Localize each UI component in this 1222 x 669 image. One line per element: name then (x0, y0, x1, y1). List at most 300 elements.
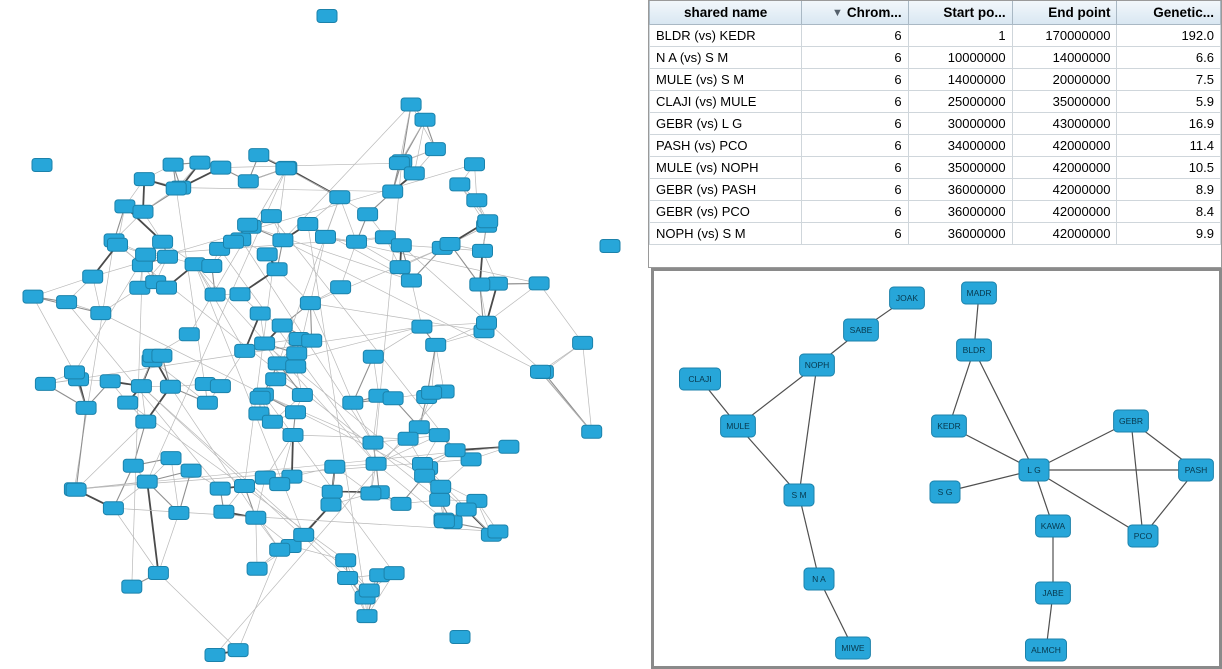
network-node[interactable] (152, 349, 172, 362)
network-node[interactable] (477, 316, 497, 329)
network-node[interactable] (230, 288, 250, 301)
node-shape[interactable] (35, 377, 55, 390)
cell-shared-name[interactable]: MULE (vs) NOPH (650, 157, 802, 179)
column-header-start-point[interactable] (908, 1, 1012, 25)
network-node[interactable] (255, 337, 275, 350)
column-header-end-point[interactable] (1012, 1, 1117, 25)
node-shape[interactable] (343, 396, 363, 409)
node-shape[interactable] (363, 350, 383, 363)
node-shape[interactable] (338, 572, 358, 585)
node-shape[interactable] (429, 429, 449, 442)
network-node[interactable] (409, 421, 429, 434)
network-node[interactable] (836, 637, 871, 659)
node-shape[interactable] (412, 320, 432, 333)
network-node[interactable] (499, 440, 519, 453)
network-node[interactable] (582, 425, 602, 438)
node-shape[interactable] (238, 175, 258, 188)
network-node[interactable] (157, 281, 177, 294)
cell-chromosome[interactable]: 6 (802, 223, 908, 245)
network-node[interactable] (331, 281, 351, 294)
network-node[interactable] (573, 336, 593, 349)
network-node[interactable] (179, 328, 199, 341)
network-node[interactable] (214, 505, 234, 518)
node-shape[interactable] (573, 336, 593, 349)
network-node[interactable] (276, 162, 296, 175)
network-edge[interactable] (583, 343, 592, 432)
network-edge[interactable] (310, 248, 442, 303)
network-node[interactable] (383, 392, 403, 405)
network-edge[interactable] (414, 120, 425, 174)
network-node[interactable] (83, 270, 103, 283)
network-node[interactable] (401, 98, 421, 111)
network-node[interactable] (1026, 639, 1067, 661)
node-shape[interactable] (228, 644, 248, 657)
network-node[interactable] (273, 234, 293, 247)
node-shape[interactable] (153, 235, 173, 248)
network-node[interactable] (338, 572, 358, 585)
cell-end-point[interactable]: 35000000 (1012, 91, 1117, 113)
node-shape[interactable] (383, 392, 403, 405)
network-node[interactable] (270, 543, 290, 556)
node-shape[interactable] (430, 493, 450, 506)
network-node[interactable] (166, 182, 186, 195)
network-node[interactable] (205, 649, 225, 662)
network-node[interactable] (487, 277, 507, 290)
node-shape[interactable] (190, 156, 210, 169)
cell-chromosome[interactable]: 6 (802, 157, 908, 179)
network-node[interactable] (317, 10, 337, 23)
edge-table[interactable] (649, 1, 1221, 245)
network-node[interactable] (434, 515, 454, 528)
node-shape[interactable] (473, 244, 493, 257)
node-shape[interactable] (157, 281, 177, 294)
cell-start-point[interactable]: 10000000 (908, 47, 1012, 69)
node-shape[interactable] (214, 505, 234, 518)
node-shape[interactable] (205, 649, 225, 662)
network-node[interactable] (261, 210, 281, 223)
node-shape[interactable] (272, 319, 292, 332)
cell-genetic[interactable]: 9.9 (1117, 223, 1221, 245)
network-edge[interactable] (1131, 421, 1143, 536)
network-node[interactable] (336, 554, 356, 567)
node-shape[interactable] (283, 429, 303, 442)
node-shape[interactable] (359, 584, 379, 597)
cell-genetic[interactable]: 11.4 (1117, 135, 1221, 157)
node-shape[interactable] (300, 297, 320, 310)
node-shape[interactable] (247, 562, 267, 575)
node-shape[interactable] (361, 487, 381, 500)
node-shape[interactable] (487, 277, 507, 290)
table-row[interactable] (650, 179, 1221, 201)
node-shape[interactable] (331, 281, 351, 294)
network-edge[interactable] (310, 303, 484, 331)
network-node[interactable] (123, 459, 143, 472)
network-node[interactable] (680, 368, 721, 390)
node-shape[interactable] (276, 162, 296, 175)
node-shape[interactable] (499, 440, 519, 453)
network-node[interactable] (366, 457, 386, 470)
network-node[interactable] (103, 502, 123, 515)
network-node[interactable] (429, 429, 449, 442)
network-node[interactable] (531, 365, 551, 378)
network-node[interactable] (450, 178, 470, 191)
network-node[interactable] (137, 475, 157, 488)
network-node[interactable] (401, 274, 421, 287)
node-shape[interactable] (478, 215, 498, 228)
node-shape[interactable] (181, 464, 201, 477)
network-node[interactable] (784, 484, 814, 506)
node-shape[interactable] (133, 205, 153, 218)
cell-chromosome[interactable]: 6 (802, 91, 908, 113)
node-shape[interactable] (65, 366, 85, 379)
network-node[interactable] (76, 401, 96, 414)
cell-genetic[interactable]: 16.9 (1117, 113, 1221, 135)
node-shape[interactable] (294, 528, 314, 541)
node-shape[interactable] (266, 373, 286, 386)
cell-chromosome[interactable]: 6 (802, 201, 908, 223)
network-node[interactable] (412, 320, 432, 333)
cell-genetic[interactable]: 8.4 (1117, 201, 1221, 223)
network-node[interactable] (250, 307, 270, 320)
cell-end-point[interactable]: 170000000 (1012, 25, 1117, 47)
node-shape[interactable] (531, 365, 551, 378)
network-node[interactable] (163, 158, 183, 171)
node-shape[interactable] (270, 478, 290, 491)
network-edge[interactable] (256, 518, 257, 569)
network-node[interactable] (246, 511, 266, 524)
cell-shared-name[interactable]: MULE (vs) S M (650, 69, 802, 91)
node-shape[interactable] (434, 515, 454, 528)
network-edge[interactable] (176, 189, 207, 403)
node-shape[interactable] (422, 386, 442, 399)
network-node[interactable] (383, 185, 403, 198)
cell-genetic[interactable]: 10.5 (1117, 157, 1221, 179)
network-node[interactable] (66, 483, 86, 496)
node-shape[interactable] (249, 149, 269, 162)
node-shape[interactable] (409, 421, 429, 434)
network-node[interactable] (136, 248, 156, 261)
node-shape[interactable] (477, 316, 497, 329)
node-shape[interactable] (103, 502, 123, 515)
node-shape[interactable] (426, 338, 446, 351)
node-shape[interactable] (210, 380, 230, 393)
node-shape[interactable] (321, 498, 341, 511)
node-shape[interactable] (166, 182, 186, 195)
network-node[interactable] (118, 396, 138, 409)
cell-end-point[interactable]: 42000000 (1012, 201, 1117, 223)
node-shape[interactable] (235, 480, 255, 493)
node-shape[interactable] (413, 458, 433, 471)
node-shape[interactable] (210, 482, 230, 495)
cell-shared-name[interactable]: CLAJI (vs) MULE (650, 91, 802, 113)
network-node[interactable] (422, 386, 442, 399)
node-shape[interactable] (136, 248, 156, 261)
node-shape[interactable] (302, 334, 322, 347)
network-node[interactable] (134, 173, 154, 186)
network-node[interactable] (131, 380, 151, 393)
cell-start-point[interactable]: 36000000 (908, 179, 1012, 201)
cell-start-point[interactable]: 36000000 (908, 223, 1012, 245)
cell-chromosome[interactable]: 6 (802, 179, 908, 201)
node-shape[interactable] (366, 457, 386, 470)
network-node[interactable] (32, 159, 52, 172)
node-shape[interactable] (440, 238, 460, 251)
network-node[interactable] (224, 235, 244, 248)
node-shape[interactable] (401, 98, 421, 111)
cell-end-point[interactable]: 42000000 (1012, 157, 1117, 179)
cell-genetic[interactable]: 7.5 (1117, 69, 1221, 91)
table-row[interactable] (650, 135, 1221, 157)
node-shape[interactable] (205, 288, 225, 301)
node-shape[interactable] (179, 328, 199, 341)
network-node[interactable] (100, 375, 120, 388)
network-node[interactable] (325, 460, 345, 473)
network-edge[interactable] (974, 350, 1034, 470)
network-node[interactable] (488, 525, 508, 538)
cell-start-point[interactable]: 25000000 (908, 91, 1012, 113)
cell-end-point[interactable]: 42000000 (1012, 223, 1117, 245)
network-edge[interactable] (76, 408, 86, 490)
node-shape[interactable] (108, 238, 128, 251)
node-shape[interactable] (330, 191, 350, 204)
node-shape[interactable] (391, 497, 411, 510)
network-node[interactable] (467, 194, 487, 207)
network-node[interactable] (238, 218, 258, 231)
network-edge[interactable] (221, 163, 400, 168)
network-edge[interactable] (158, 573, 238, 650)
network-node[interactable] (1036, 582, 1071, 604)
network-node[interactable] (1128, 525, 1158, 547)
network-node[interactable] (257, 248, 277, 261)
node-shape[interactable] (160, 380, 180, 393)
node-shape[interactable] (336, 554, 356, 567)
node-shape[interactable] (404, 167, 424, 180)
node-shape[interactable] (456, 503, 476, 516)
network-node[interactable] (262, 415, 282, 428)
cell-start-point[interactable]: 1 (908, 25, 1012, 47)
node-shape[interactable] (450, 631, 470, 644)
network-node[interactable] (300, 297, 320, 310)
network-node[interactable] (197, 396, 217, 409)
network-edge[interactable] (539, 283, 583, 343)
network-node[interactable] (160, 380, 180, 393)
node-shape[interactable] (235, 344, 255, 357)
network-node[interactable] (456, 503, 476, 516)
network-node[interactable] (600, 240, 620, 253)
network-node[interactable] (287, 347, 307, 360)
cell-genetic[interactable]: 5.9 (1117, 91, 1221, 113)
node-shape[interactable] (287, 347, 307, 360)
network-node[interactable] (800, 354, 835, 376)
node-shape[interactable] (450, 178, 470, 191)
network-node[interactable] (250, 391, 270, 404)
network-node[interactable] (478, 215, 498, 228)
node-shape[interactable] (134, 173, 154, 186)
node-shape[interactable] (529, 277, 549, 290)
network-node[interactable] (1179, 459, 1214, 481)
node-shape[interactable] (425, 143, 445, 156)
cell-chromosome[interactable]: 6 (802, 25, 908, 47)
network-node[interactable] (445, 444, 465, 457)
node-shape[interactable] (465, 158, 485, 171)
network-node[interactable] (391, 239, 411, 252)
network-node[interactable] (357, 610, 377, 623)
network-node[interactable] (228, 644, 248, 657)
node-shape[interactable] (66, 483, 86, 496)
network-node[interactable] (235, 480, 255, 493)
node-shape[interactable] (582, 425, 602, 438)
table-row[interactable] (650, 201, 1221, 223)
cell-genetic[interactable]: 192.0 (1117, 25, 1221, 47)
node-shape[interactable] (169, 507, 189, 520)
node-shape[interactable] (246, 511, 266, 524)
network-node[interactable] (721, 415, 756, 437)
network-node[interactable] (270, 478, 290, 491)
node-shape[interactable] (115, 200, 135, 213)
network-node[interactable] (35, 377, 55, 390)
cell-shared-name[interactable]: N A (vs) S M (650, 47, 802, 69)
node-shape[interactable] (316, 230, 336, 243)
cell-start-point[interactable]: 34000000 (908, 135, 1012, 157)
node-shape[interactable] (230, 288, 250, 301)
cell-end-point[interactable]: 42000000 (1012, 179, 1117, 201)
network-edge[interactable] (541, 372, 592, 432)
network-node[interactable] (321, 498, 341, 511)
node-shape[interactable] (286, 360, 306, 373)
network-node[interactable] (202, 260, 222, 273)
network-node[interactable] (890, 287, 925, 309)
network-node[interactable] (363, 436, 383, 449)
node-shape[interactable] (197, 396, 217, 409)
node-shape[interactable] (467, 194, 487, 207)
filter-icon[interactable]: ▼ (831, 7, 843, 20)
network-node[interactable] (292, 389, 312, 402)
network-node[interactable] (91, 307, 111, 320)
network-node[interactable] (190, 156, 210, 169)
node-shape[interactable] (250, 307, 270, 320)
network-node[interactable] (181, 464, 201, 477)
node-shape[interactable] (57, 296, 77, 309)
network-node[interactable] (247, 562, 267, 575)
table-row[interactable] (650, 69, 1221, 91)
table-row[interactable] (650, 91, 1221, 113)
node-shape[interactable] (401, 274, 421, 287)
network-node[interactable] (415, 469, 435, 482)
node-shape[interactable] (292, 389, 312, 402)
node-shape[interactable] (391, 239, 411, 252)
network-node[interactable] (294, 528, 314, 541)
cell-chromosome[interactable]: 6 (802, 47, 908, 69)
node-shape[interactable] (286, 406, 306, 419)
network-node[interactable] (211, 161, 231, 174)
network-node[interactable] (169, 507, 189, 520)
edge-table-panel[interactable] (648, 0, 1222, 268)
network-node[interactable] (413, 458, 433, 471)
node-shape[interactable] (415, 113, 435, 126)
node-shape[interactable] (250, 391, 270, 404)
node-shape[interactable] (161, 452, 181, 465)
node-shape[interactable] (83, 270, 103, 283)
node-shape[interactable] (267, 263, 287, 276)
network-node[interactable] (283, 429, 303, 442)
network-node[interactable] (210, 482, 230, 495)
network-node[interactable] (286, 406, 306, 419)
table-row[interactable] (650, 157, 1221, 179)
network-node[interactable] (238, 175, 258, 188)
network-edge[interactable] (171, 458, 179, 513)
network-node[interactable] (358, 208, 378, 221)
cell-end-point[interactable]: 42000000 (1012, 135, 1117, 157)
node-shape[interactable] (358, 208, 378, 221)
network-node[interactable] (425, 143, 445, 156)
network-node[interactable] (1036, 515, 1071, 537)
cell-shared-name[interactable]: NOPH (vs) S M (650, 223, 802, 245)
network-node[interactable] (210, 380, 230, 393)
network-node[interactable] (930, 481, 960, 503)
small-network-view[interactable] (651, 268, 1222, 669)
cell-end-point[interactable]: 43000000 (1012, 113, 1117, 135)
network-node[interactable] (108, 238, 128, 251)
network-node[interactable] (148, 567, 168, 580)
network-node[interactable] (361, 487, 381, 500)
network-node[interactable] (804, 568, 834, 590)
network-node[interactable] (431, 480, 451, 493)
network-node[interactable] (359, 584, 379, 597)
network-node[interactable] (266, 373, 286, 386)
node-shape[interactable] (470, 278, 490, 291)
cell-end-point[interactable]: 14000000 (1012, 47, 1117, 69)
network-node[interactable] (205, 288, 225, 301)
network-node[interactable] (844, 319, 879, 341)
node-shape[interactable] (152, 349, 172, 362)
network-node[interactable] (347, 235, 367, 248)
node-shape[interactable] (76, 401, 96, 414)
node-shape[interactable] (431, 480, 451, 493)
node-shape[interactable] (122, 580, 142, 593)
cell-shared-name[interactable]: BLDR (vs) KEDR (650, 25, 802, 47)
network-node[interactable] (398, 432, 418, 445)
network-node[interactable] (465, 158, 485, 171)
network-edge[interactable] (401, 245, 543, 372)
cell-start-point[interactable]: 14000000 (908, 69, 1012, 91)
cell-start-point[interactable]: 36000000 (908, 201, 1012, 223)
node-shape[interactable] (347, 235, 367, 248)
node-shape[interactable] (137, 475, 157, 488)
network-node[interactable] (529, 277, 549, 290)
network-node[interactable] (1019, 459, 1049, 481)
network-node[interactable] (391, 497, 411, 510)
node-shape[interactable] (91, 307, 111, 320)
node-shape[interactable] (384, 567, 404, 580)
node-shape[interactable] (398, 432, 418, 445)
node-shape[interactable] (224, 235, 244, 248)
network-node[interactable] (1114, 410, 1149, 432)
node-shape[interactable] (202, 260, 222, 273)
node-shape[interactable] (238, 218, 258, 231)
cell-chromosome[interactable]: 6 (802, 113, 908, 135)
network-node[interactable] (390, 261, 410, 274)
node-shape[interactable] (136, 415, 156, 428)
cell-chromosome[interactable]: 6 (802, 69, 908, 91)
node-shape[interactable] (325, 460, 345, 473)
node-shape[interactable] (163, 158, 183, 171)
network-node[interactable] (957, 339, 992, 361)
network-node[interactable] (272, 319, 292, 332)
node-shape[interactable] (131, 380, 151, 393)
node-shape[interactable] (32, 159, 52, 172)
network-edge[interactable] (310, 303, 352, 403)
cell-genetic[interactable]: 6.6 (1117, 47, 1221, 69)
